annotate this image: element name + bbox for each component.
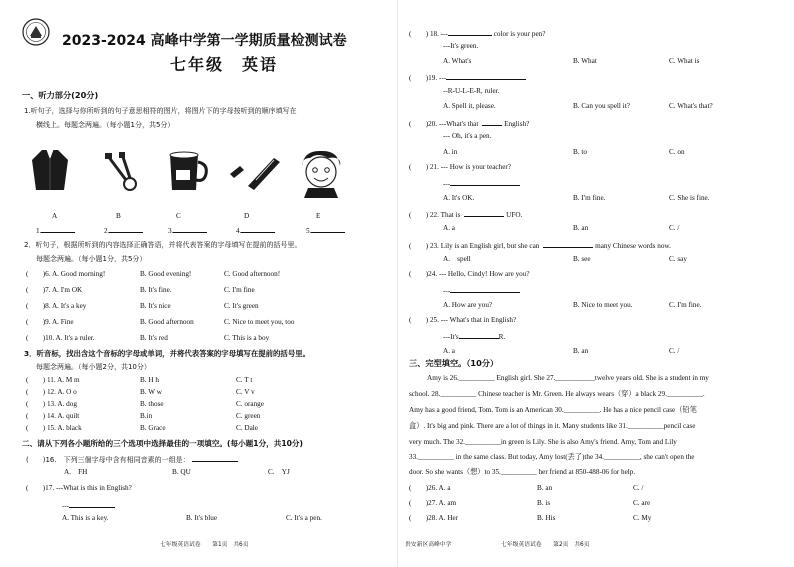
- question-14-option-b: B.in: [140, 412, 153, 420]
- question-9[interactable]: ( )9. A. Fine: [26, 318, 74, 326]
- blank-number: 4.: [236, 227, 242, 235]
- question-25-tail: R.: [498, 333, 506, 341]
- question-19-option-c: C. What's that?: [669, 102, 713, 110]
- question-22-stem: ( ) 22. That is: [409, 211, 461, 219]
- question-20[interactable]: [409, 118, 529, 129]
- question-10-option-b: B. It's red: [140, 334, 168, 342]
- blank-number: 5.: [306, 227, 312, 235]
- picture-letter-e: E: [316, 212, 321, 220]
- question-11-option-b: B. H h: [140, 376, 159, 384]
- question-9-option-c: C. Nice to meet you, too: [224, 318, 295, 326]
- coat-picture: [30, 146, 70, 196]
- question-13-option-c: C. orange: [236, 400, 264, 408]
- question-15[interactable]: ( ) 15. A. black: [26, 424, 82, 432]
- question-18-option-c: C. What is: [669, 57, 700, 65]
- q2-instruction-1: 2．听句子，根据所听到的内容选择正确答语，并将代表答案的字母填写在提前的括号里。: [24, 241, 302, 249]
- question-23-option-a: A. spell: [443, 255, 471, 263]
- question-22-option-c: C. /: [669, 224, 680, 232]
- question-15-option-b: B. Grace: [140, 424, 166, 432]
- q3-instruction-1: 3．听音标，找出含这个音标的字母或单词，并将代表答案的字母填写在提前的括号里。: [24, 349, 310, 358]
- question-10[interactable]: ( )10. A. It's a ruler.: [26, 334, 95, 342]
- question-20-tail: English?: [502, 120, 530, 128]
- question-18-option-b: B. What: [573, 57, 597, 65]
- question-22[interactable]: [409, 209, 522, 220]
- question-25-answer-line[interactable]: [443, 331, 505, 342]
- footer-left: 七年级英语试卷 第1页 共6页: [160, 542, 249, 548]
- question-20-option-c: C. on: [669, 148, 685, 156]
- answer-blank-4[interactable]: [236, 225, 275, 236]
- question-20-option-a: A. in: [443, 148, 458, 156]
- answer-line-prefix: ---: [443, 180, 451, 188]
- question-9-option-b: B. Good afternoon: [140, 318, 194, 326]
- question-27[interactable]: ( )27. A. am: [409, 499, 457, 507]
- question-24[interactable]: ( )24. --- Hello, Cindy! How are you?: [409, 270, 530, 278]
- cup-picture: [166, 150, 210, 194]
- question-13-option-b: B. those: [140, 400, 164, 408]
- question-8[interactable]: ( )8. A. It's a key: [26, 302, 87, 310]
- answer-blank-2[interactable]: [104, 225, 143, 236]
- right-page: [397, 0, 794, 567]
- question-22-option-b: B. an: [573, 224, 589, 232]
- question-16-option-c: C. YJ: [268, 468, 290, 476]
- question-20-reply: --- Oh, it's a pen.: [443, 132, 492, 140]
- answer-line-prefix: ---: [62, 502, 70, 510]
- question-19-reply: --R-U-L-E-R, ruler.: [443, 87, 500, 95]
- cloze-line: school. 28.__________ Chinese teacher is Mr. Green. He always wears（穿）a black 29.__________.: [409, 390, 705, 398]
- question-26-option-c: C. /: [633, 484, 644, 492]
- question-25-option-a: A. a: [443, 347, 455, 355]
- question-10-option-c: C. This is a boy: [224, 334, 270, 342]
- cloze-line: door. So she wants（想）to 35.__________ her friend at 850-488-06 for help.: [409, 468, 636, 476]
- question-12[interactable]: ( ) 12. A. O o: [26, 388, 77, 396]
- question-17-option-b: B. It's blue: [186, 514, 218, 522]
- question-28[interactable]: ( )28. A. Her: [409, 514, 459, 522]
- question-21-option-b: B. I'm fine.: [573, 194, 606, 202]
- blank-number: 2.: [104, 227, 110, 235]
- question-14[interactable]: ( ) 14. A. quilt: [26, 412, 80, 420]
- question-25-option-c: C. /: [669, 347, 680, 355]
- question-14-option-c: C. green: [236, 412, 261, 420]
- question-25[interactable]: ( ) 25. --- What's that in English?: [409, 316, 517, 324]
- cloze-line: 33.__________ in the same class. But today, Amy lost(丢了)the 34.__________, she can't open the: [409, 453, 695, 461]
- question-21[interactable]: ( ) 21. --- How is your teacher?: [409, 163, 511, 171]
- question-13[interactable]: ( ) 13. A. dog: [26, 400, 77, 408]
- question-21-option-a: A. It's OK.: [443, 194, 475, 202]
- question-24-option-a: A. How are you?: [443, 301, 493, 309]
- cloze-line: 盒）. It's big and pink. There are a lot of things in it. Many students like 31.__________pencil case: [409, 422, 696, 430]
- question-20-option-b: B. to: [573, 148, 587, 156]
- question-7-option-b: B. It's fine.: [140, 286, 172, 294]
- question-15-option-c: C. Dale: [236, 424, 258, 432]
- question-12-option-b: B. W w: [140, 388, 162, 396]
- question-19-option-b: B. Can you spell it?: [573, 102, 630, 110]
- cloze-line: very much. The 32.__________in green is Lily. She is also Amy's friend. Amy, Tom and Lily: [409, 438, 677, 446]
- footer-middle: 贵安新区高峰中学: [405, 542, 452, 548]
- question-22-tail: UFO.: [504, 211, 523, 219]
- question-21-answer-line[interactable]: [443, 178, 520, 189]
- keys-picture: [100, 150, 144, 196]
- picture-letter-b: B: [116, 212, 121, 220]
- section1-heading: 一、听力部分(20分): [22, 90, 99, 100]
- question-26-option-b: B. an: [537, 484, 553, 492]
- question-24-answer-line[interactable]: [443, 285, 520, 296]
- answer-blank-3[interactable]: [168, 225, 207, 236]
- question-25-option-b: B. an: [573, 347, 589, 355]
- q3-instruction-2: 每题念两遍。（每小题2分，共10分）: [36, 363, 151, 371]
- cloze-heading: 三、完型填空。（10分）: [409, 358, 499, 368]
- picture-letter-d: D: [244, 212, 250, 220]
- q1-instruction-1: 1.听句子，选择与你所听到的句子意思相符的图片，将图片下的字母按听到的顺序填写在: [24, 107, 297, 115]
- question-19-stem: ( )19. ---: [409, 74, 447, 82]
- question-22-option-a: A. a: [443, 224, 455, 232]
- pen-picture: [226, 148, 282, 192]
- blank-number: 3.: [168, 227, 174, 235]
- question-7[interactable]: ( )7. A. I'm OK: [26, 286, 83, 294]
- school-logo: [22, 18, 50, 46]
- question-23-option-c: C. say: [669, 255, 687, 263]
- picture-letter-c: C: [176, 212, 181, 220]
- question-24-option-c: C. I'm fine.: [669, 301, 702, 309]
- answer-blank-1[interactable]: [36, 225, 75, 236]
- question-21-option-c: C. She is fine.: [669, 194, 710, 202]
- boy-picture: [298, 148, 344, 198]
- footer-right: 七年级英语试卷 第2页 共6页: [501, 542, 590, 548]
- question-19[interactable]: [409, 72, 526, 83]
- picture-letter-a: A: [52, 212, 58, 220]
- question-18-option-a: A. What's: [443, 57, 472, 65]
- question-25-reply: ---It's: [443, 333, 459, 341]
- exam-subtitle: 七年级 英语: [170, 55, 279, 74]
- question-6-option-b: B. Good evening!: [140, 270, 192, 278]
- answer-line-prefix: ---: [443, 287, 451, 295]
- question-17-option-a: A. This is a key.: [62, 514, 109, 522]
- question-11-option-c: C. T t: [236, 376, 253, 384]
- question-17-option-c: C. It's a pen.: [286, 514, 322, 522]
- question-6-option-c: C. Good afternoon!: [224, 270, 281, 278]
- cloze-line: Amy has a good friend, Tom. Tom is an American 30.__________. He has a nice pencil case（铅笔: [409, 406, 697, 414]
- answer-blank-5[interactable]: [306, 225, 345, 236]
- cloze-line: Amy is 26.__________ English girl. She 27.___________twelve years old. She is a student in my: [427, 374, 709, 382]
- question-19-option-a: A. Spell it, please.: [443, 102, 496, 110]
- question-28-option-c: C. My: [633, 514, 652, 522]
- section2-heading: 二、请从下列各小题所给的三个选项中选择最佳的一项填空。(每小题1分，共10分): [22, 439, 303, 448]
- question-23-tail: many Chinese words now.: [593, 242, 671, 250]
- question-12-option-c: C. V v: [236, 388, 255, 396]
- question-16[interactable]: [26, 454, 238, 465]
- question-7-option-c: C. I'm fine: [224, 286, 255, 294]
- q2-instruction-2: 每题念两遍。（每小题1分，共5分）: [36, 255, 147, 263]
- question-20-stem: ( )20. ---What's that: [409, 120, 479, 128]
- question-24-option-b: B. Nice to meet you.: [573, 301, 633, 309]
- question-8-option-c: C. It's green: [224, 302, 259, 310]
- question-17-answer-line[interactable]: [62, 500, 115, 511]
- question-27-option-b: B. is: [537, 499, 551, 507]
- question-23[interactable]: [409, 240, 671, 251]
- question-17[interactable]: ( )17. ---What is this in English?: [26, 484, 132, 492]
- question-8-option-b: B. It's nice: [140, 302, 171, 310]
- question-6[interactable]: ( )6. A. Good morning!: [26, 270, 106, 278]
- question-16-option-a: A. FH: [64, 468, 88, 476]
- question-18-tail: color is your pen?: [491, 30, 546, 38]
- question-26[interactable]: ( )26. A. a: [409, 484, 451, 492]
- question-23-option-b: B. see: [573, 255, 591, 263]
- question-27-option-c: C. are: [633, 499, 651, 507]
- question-28-option-b: B. His: [537, 514, 556, 522]
- question-18[interactable]: [409, 28, 545, 39]
- blank-number: 1.: [36, 227, 42, 235]
- q1-instruction-2: 横线上。每题念两遍。（每小题1分，共5分）: [36, 121, 175, 129]
- exam-title: 2023-2024 高峰中学第一学期质量检测试卷: [62, 33, 347, 49]
- question-18-reply: ---It's green.: [443, 42, 479, 50]
- question-16-stem: ( )16. 下列三個字母中含有相同音素的一组是：: [26, 456, 190, 464]
- question-18-stem: ( ) 18. ---: [409, 30, 448, 38]
- question-23-stem: ( ) 23. Lily is an English girl, but she can: [409, 242, 540, 250]
- question-11[interactable]: ( ) 11. A. M m: [26, 376, 80, 384]
- question-16-option-b: B. QU: [172, 468, 191, 476]
